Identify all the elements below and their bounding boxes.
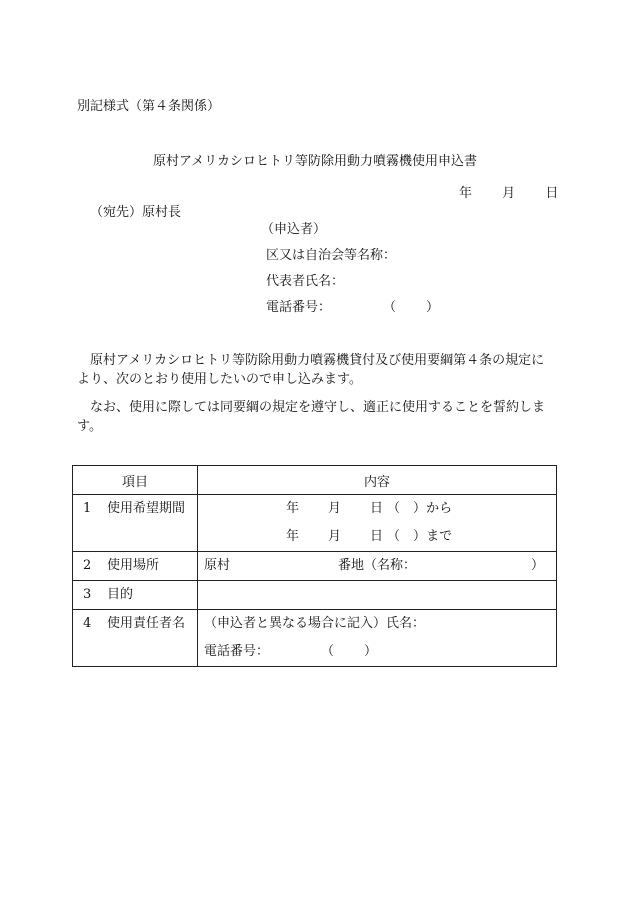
phone-paren-open: （: [383, 300, 397, 315]
row-number: 3: [83, 587, 92, 602]
to-year: 年: [286, 529, 300, 544]
purpose-cell: [198, 581, 557, 610]
table-row: [73, 581, 557, 610]
date-month-label: 月: [502, 186, 516, 201]
location-close-paren: ）: [530, 558, 544, 573]
phone-field: [266, 295, 439, 321]
date-day-label: 日: [545, 186, 559, 201]
header-item: 項目: [73, 466, 198, 495]
to-day: 日: [370, 529, 384, 544]
applicant-fields: [266, 243, 439, 321]
table-row: [73, 552, 557, 581]
from-month: 月: [328, 501, 342, 516]
row-number: 2: [83, 558, 92, 573]
representative-field: 代表者氏名：: [266, 274, 345, 289]
applicant-label: （申込者）: [261, 222, 327, 237]
from-day: 日: [370, 501, 384, 516]
row-label-text: 目的: [107, 587, 134, 602]
phone-paren-close: ）: [426, 300, 440, 315]
row-number: 4: [83, 616, 92, 631]
phone-label: 電話番号：: [266, 300, 332, 315]
location-cell: [198, 552, 557, 581]
row-label: [73, 495, 198, 552]
to-suffix: まで: [426, 529, 453, 544]
body-paragraph-2: なお、使用に際しては同要綱の規定を遵守し、適正に使用することを誓約します。: [77, 400, 546, 434]
document-title: 原村アメリカシロヒトリ等防除用動力噴霧機使用申込書: [152, 154, 478, 169]
location-village: 原村: [204, 558, 231, 573]
to-month: 月: [328, 529, 342, 544]
date-line: [459, 182, 558, 201]
row-label-text: 使用責任者名: [107, 616, 186, 631]
table-header-row: [73, 466, 557, 495]
table-row: [73, 610, 557, 667]
responsible-cell: [198, 610, 557, 667]
period-cell: [198, 495, 557, 552]
row-label-text: 使用希望期間: [107, 501, 186, 516]
row-label-text: 使用場所: [107, 558, 160, 573]
header-content: 内容: [198, 466, 557, 495]
row-label: [73, 610, 198, 667]
responsible-paren-open: （: [321, 644, 335, 659]
responsible-paren-close: ）: [364, 644, 378, 659]
row-label: [73, 581, 198, 610]
responsible-phone-label: 電話番号：: [204, 644, 270, 659]
form-reference: 別記様式（第４条関係）: [77, 99, 221, 114]
responsible-name-line: （申込者と異なる場合に記入）氏名：: [204, 616, 426, 631]
addressee: （宛先）原村長: [90, 205, 182, 220]
period-to: [198, 523, 556, 551]
application-table: [72, 465, 557, 667]
from-suffix: から: [426, 501, 453, 516]
location-lot: 番地（名称：: [338, 558, 417, 573]
to-weekday-paren: （ ）: [387, 529, 427, 544]
table-row: [73, 495, 557, 552]
date-year-label: 年: [459, 186, 473, 201]
body-paragraph-1: 原村アメリカシロヒトリ等防除用動力噴霧機貸付及び使用要綱第４条の規定により、次のとおり使用したいので申し込みます。: [77, 353, 545, 387]
row-number: 1: [83, 501, 92, 516]
responsible-phone-line: [198, 638, 556, 666]
row-label: [73, 552, 198, 581]
org-name-field: 区又は自治会等名称：: [266, 248, 397, 263]
from-year: 年: [286, 501, 300, 516]
from-weekday-paren: （ ）: [387, 501, 427, 516]
period-from: [198, 495, 556, 523]
